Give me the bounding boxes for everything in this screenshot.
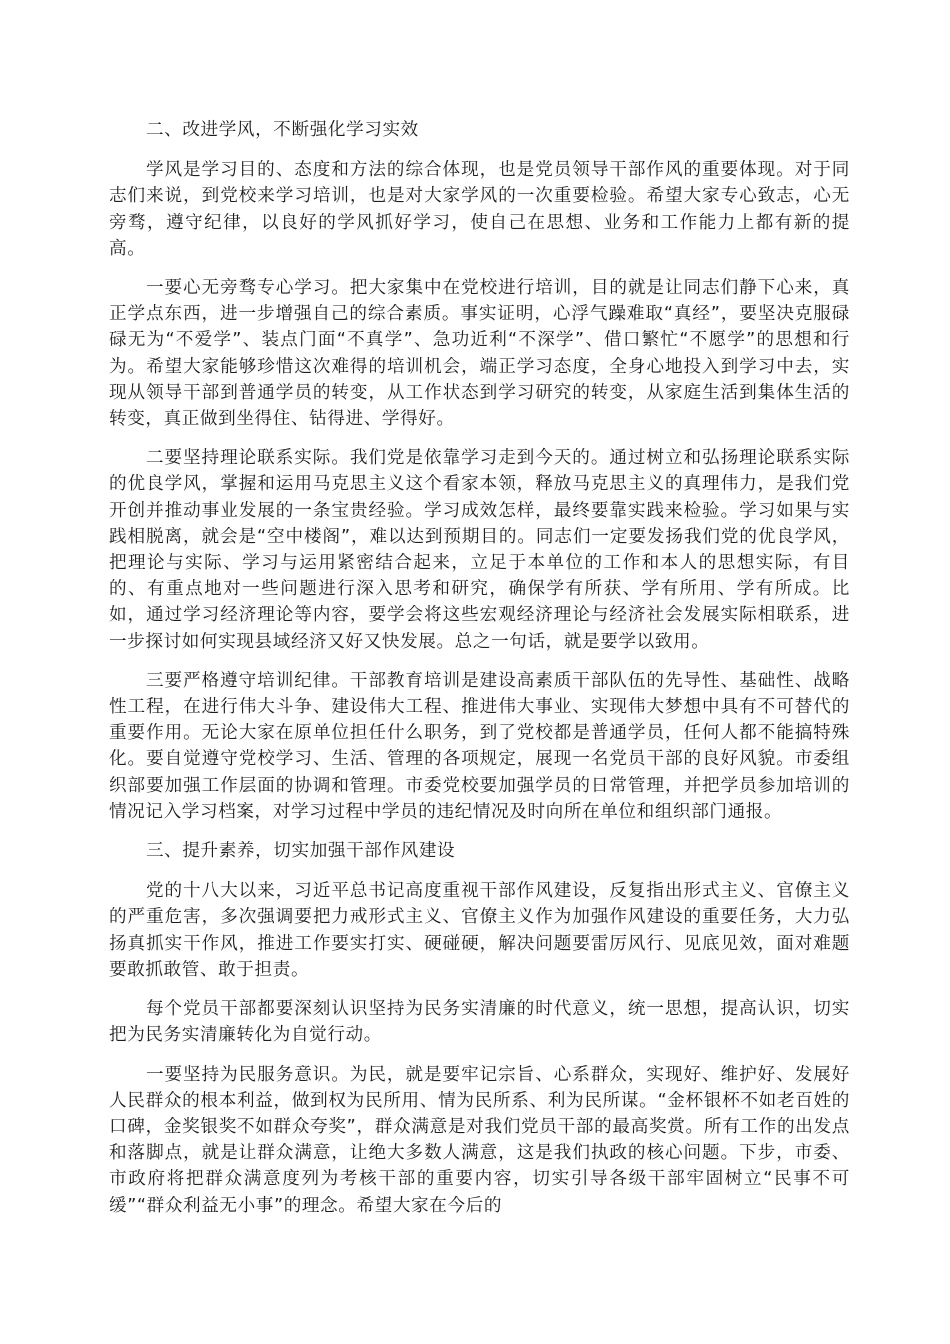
paragraph-focus-on-study: 一要心无旁骛专心学习。把大家集中在党校进行培训，目的就是让同志们静下心来，真正学点东西，进一步增强自己的综合素质。事实证明，心浮气躁难取“真经”，要坚决克服碌碌无为“不爱学”、装点门面“不真学”、急功近利“不深学”、借口繁忙“不愿学”的思想和行为。希望大家能够珍惜这次难得的培训机会，端正学习态度，全身心地投入到学习中去，实现从领导干部到普通学员的转变，从工作状态到学习研究的转变，从家庭生活到集体生活的转变，真正做到坐得住、钻得进、学得好。 [109, 278, 850, 430]
section-heading-cadre-style: 三、提升素养，切实加强干部作风建设 [145, 841, 456, 862]
paragraph-theory-with-practice: 二要坚持理论联系实际。我们党是依靠学习走到今天的。通过树立和弘扬理论联系实际的优良学风，掌握和运用马克思主义这个看家本领，释放马克思主义的真理伟力，是我们党开创并推动事业发展的一条宝贵经验。学习成效怎样，最终要靠实践来检验。学习如果与实践相脱离，就会是“空中楼阁”，难以达到预期目的。同志们一定要发扬我们党的优良学风，把理论与实际、学习与运用紧密结合起来，立足于本单位的工作和本人的思想实际，有目的、有重点地对一些问题进行深入思考和研究，确保学有所获、学有所用、学有所成。比如，通过学习经济理论等内容，要学会将这些宏观经济理论与经济社会发展实际相联系，进一步探讨如何实现县域经济又好又快发展。总之一句话，就是要学以致用。 [109, 448, 850, 652]
document-body [109, 117, 850, 1232]
paragraph-serve-the-people: 一要坚持为民服务意识。为民，就是要牢记宗旨、心系群众，实现好、维护好、发展好人民群众的根本利益，做到权为民所用、情为民所系、利为民所谋。“金杯银杯不如老百姓的口碑，金奖银奖不如群众夸奖”，群众满意是对我们党员干部的最高奖赏。所有工作的出发点和落脚点，就是让群众满意，让绝大多数人满意，这是我们执政的核心问题。下步，市委、市政府将把群众满意度列为考核干部的重要内容，切实引导各级干部牢固树立“民事不可缓”“群众利益无小事”的理念。希望大家在今后的 [109, 1064, 850, 1216]
section-heading-improve-study-style: 二、改进学风，不断强化学习实效 [145, 120, 419, 140]
paragraph-for-the-people-awareness: 每个党员干部都要深刻认识坚持为民务实清廉的时代意义，统一思想，提高认识，切实把为民务实清廉转化为自觉行动。 [109, 999, 850, 1046]
paragraph-cadre-style-intro: 党的十八大以来，习近平总书记高度重视干部作风建设，反复指出形式主义、官僚主义的严重危害，多次强调要把力戒形式主义、官僚主义作为加强作风建设的重要任务，大力弘扬真抓实干作风，推进工作要实打实、硬碰硬，解决问题要雷厉风行、见底见效，面对难题要敢抓敢管、敢于担责。 [109, 881, 850, 980]
paragraph-training-discipline: 三要严格遵守培训纪律。干部教育培训是建设高素质干部队伍的先导性、基础性、战略性工程，在进行伟大斗争、建设伟大工程、推进伟大事业、实现伟大梦想中具有不可替代的重要作用。无论大家在原单位担任什么职务，到了党校都是普通学员，任何人都不能搞特殊化。要自觉遵守党校学习、生活、管理的各项规定，展现一名党员干部的良好风貌。市委组织部要加强工作层面的协调和管理。市委党校要加强学员的日常管理，并把学员参加培训的情况记入学习档案，对学习过程中学员的违纪情况及时向所在单位和组织部门通报。 [109, 670, 850, 822]
paragraph-study-style-intro: 学风是学习目的、态度和方法的综合体现，也是党员领导干部作风的重要体现。对于同志们来说，到党校来学习培训，也是对大家学风的一次重要检验。希望大家专心致志，心无旁骛，遵守纪律，以良好的学风抓好学习，使自己在思想、业务和工作能力上都有新的提高。 [109, 160, 850, 259]
